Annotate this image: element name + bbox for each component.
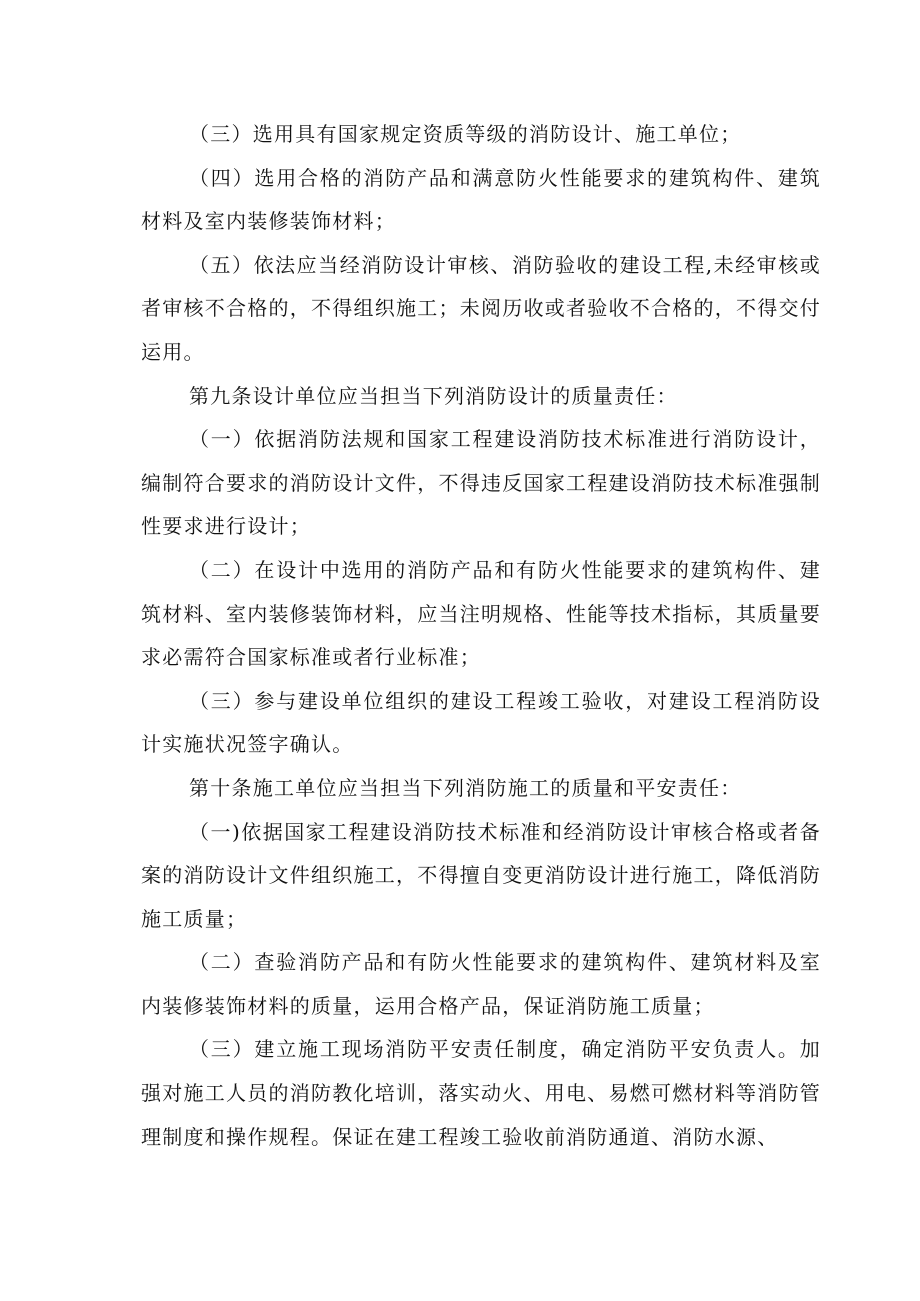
paragraph-article-10-item-3: （三）建立施工现场消防平安责任制度，确定消防平安负责人。加强对施工人员的消防教化培训，落实动火、用电、易燃可燃材料等消防管理制度和操作规程。保证在建工程竣工验收前消防通道、消防水源、: [141, 1037, 821, 1149]
paragraph-article-9-item-1: （一）依据消防法规和国家工程建设消防技术标准进行消防设计，编制符合要求的消防设计文件，不得违反国家工程建设消防技术标准强制性要求进行设计；: [141, 427, 821, 539]
paragraph-article-9-item-2: （二）在设计中选用的消防产品和有防火性能要求的建筑构件、建筑材料、室内装修装饰材料，应当注明规格、性能等技术指标，其质量要求必需符合国家标准或者行业标准；: [141, 557, 821, 670]
paragraph-item-3-selection-of-units: （三）选用具有国家规定资质等级的消防设计、施工单位；: [189, 122, 742, 146]
paragraph-item-5-review-and-acceptance: （五）依法应当经消防设计审核、消防验收的建设工程,未经审核或者审核不合格的，不得组织施工；未阅历收或者验收不合格的，不得交付运用。: [141, 252, 821, 364]
paragraph-article-10-item-2: （二）查验消防产品和有防火性能要求的建筑构件、建筑材料及室内装修装饰材料的质量，运用合格产品，保证消防施工质量；: [141, 950, 821, 1018]
paragraph-article-10-item-1: （一)依据国家工程建设消防技术标准和经消防设计审核合格或者备案的消防设计文件组织施工，不得擅自变更消防设计进行施工，降低消防施工质量；: [141, 819, 821, 931]
paragraph-item-4-qualified-products: （四）选用合格的消防产品和满意防火性能要求的建筑构件、建筑材料及室内装修装饰材料；: [141, 165, 821, 234]
article-10-heading: 第十条施工单位应当担当下列消防施工的质量和平安责任：: [189, 775, 742, 800]
article-9-heading: 第九条设计单位应当担当下列消防设计的质量责任：: [189, 383, 678, 408]
document-body: [141, 113, 821, 1159]
paragraph-article-9-item-3: （三）参与建设单位组织的建设工程竣工验收，对建设工程消防设计实施状况签字确认。: [141, 688, 821, 757]
